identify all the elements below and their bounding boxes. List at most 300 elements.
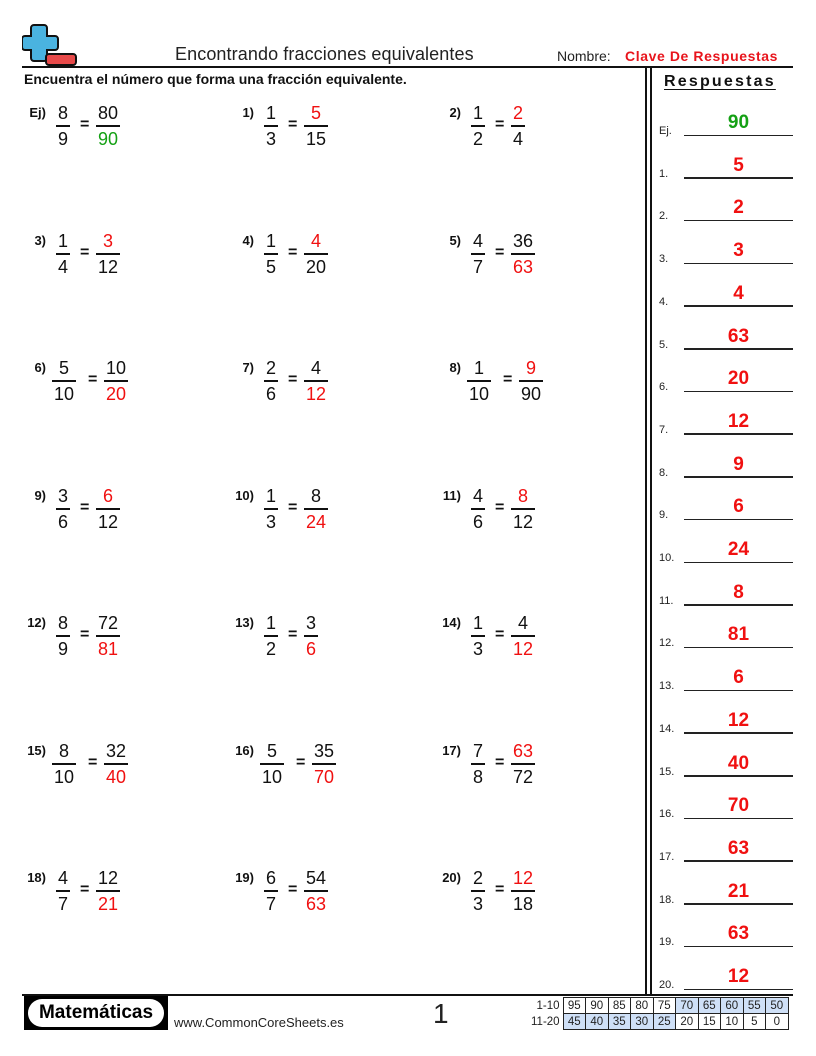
score-cell: 45 bbox=[563, 1014, 586, 1030]
right-fraction bbox=[304, 867, 328, 915]
problem-item bbox=[22, 230, 212, 290]
plus-minus-logo-icon bbox=[22, 23, 78, 69]
equals-sign: = bbox=[288, 881, 298, 898]
score-cell: 15 bbox=[698, 1014, 721, 1030]
problem-item bbox=[230, 485, 420, 545]
score-table bbox=[528, 997, 789, 1030]
fraction-bar bbox=[467, 380, 491, 382]
answer-value: 21 bbox=[727, 880, 750, 902]
left-fraction bbox=[56, 612, 70, 660]
left-fraction bbox=[264, 230, 278, 278]
answer-value: 12 bbox=[727, 709, 750, 731]
answer-denominator: 12 bbox=[512, 638, 534, 659]
answer-label: 4. bbox=[659, 295, 669, 308]
left-fraction bbox=[52, 357, 76, 405]
right-fraction bbox=[104, 357, 128, 405]
answer-numerator: 3 bbox=[102, 231, 113, 251]
answer-label: 7. bbox=[659, 423, 669, 436]
fraction-bar bbox=[264, 508, 278, 510]
fraction-bar bbox=[511, 635, 535, 637]
answer-value: 3 bbox=[733, 240, 744, 262]
right-fraction bbox=[511, 485, 535, 533]
denominator: 72 bbox=[512, 766, 534, 787]
numerator: 7 bbox=[472, 741, 483, 761]
numerator: 54 bbox=[305, 868, 327, 888]
answer-value: 63 bbox=[727, 837, 750, 859]
equals-sign: = bbox=[296, 754, 306, 771]
fraction-bar bbox=[104, 380, 128, 382]
answer-label: 8. bbox=[659, 466, 669, 479]
answer-numerator: 6 bbox=[102, 486, 113, 506]
score-row bbox=[528, 1014, 788, 1030]
numerator: 5 bbox=[266, 741, 277, 761]
score-cell: 90 bbox=[586, 998, 609, 1014]
problem-number: 1) bbox=[242, 105, 254, 120]
numerator: 12 bbox=[97, 868, 119, 888]
denominator: 6 bbox=[57, 511, 68, 532]
score-cell: 5 bbox=[743, 1014, 766, 1030]
problem-number: 17) bbox=[442, 743, 461, 758]
equals-sign: = bbox=[495, 626, 505, 643]
answer-value: 20 bbox=[727, 368, 750, 390]
answer-line bbox=[684, 604, 793, 606]
problem-number: 16) bbox=[235, 743, 254, 758]
answer-denominator: 21 bbox=[97, 893, 119, 914]
instructions: Encuentra el número que forma una fracción equivalente. bbox=[24, 71, 407, 87]
answer-row bbox=[659, 748, 793, 778]
fraction-bar bbox=[511, 253, 535, 255]
problem-number: 3) bbox=[34, 233, 46, 248]
denominator: 15 bbox=[305, 128, 327, 149]
answer-numerator: 63 bbox=[512, 741, 534, 761]
answer-label: 16. bbox=[659, 808, 675, 821]
denominator: 7 bbox=[57, 893, 68, 914]
answer-row bbox=[659, 577, 793, 607]
numerator: 6 bbox=[265, 868, 276, 888]
right-fraction bbox=[96, 485, 120, 533]
score-cell: 30 bbox=[631, 1014, 654, 1030]
right-fraction bbox=[304, 357, 328, 405]
answer-numerator: 9 bbox=[525, 358, 536, 378]
problem-number: 10) bbox=[235, 488, 254, 503]
answer-value: 9 bbox=[733, 453, 744, 475]
answer-line bbox=[684, 860, 793, 862]
equals-sign: = bbox=[288, 371, 298, 388]
denominator: 3 bbox=[472, 893, 483, 914]
fraction-bar bbox=[471, 635, 485, 637]
answer-row bbox=[659, 918, 793, 948]
brand-label: Matemáticas bbox=[28, 999, 164, 1027]
equals-sign: = bbox=[80, 626, 90, 643]
left-fraction bbox=[56, 230, 70, 278]
equals-sign: = bbox=[88, 754, 98, 771]
numerator: 8 bbox=[57, 103, 68, 123]
score-row-label: 1-10 bbox=[536, 999, 560, 1012]
problem-item bbox=[437, 740, 627, 800]
equals-sign: = bbox=[495, 244, 505, 261]
answer-row bbox=[659, 406, 793, 436]
numerator: 8 bbox=[57, 613, 68, 633]
numerator: 1 bbox=[57, 231, 68, 251]
answer-label: 14. bbox=[659, 722, 675, 735]
numerator: 8 bbox=[310, 486, 321, 506]
answer-line bbox=[684, 348, 793, 350]
answer-line bbox=[684, 433, 793, 435]
site-url: www.CommonCoreSheets.es bbox=[174, 1015, 344, 1030]
equals-sign: = bbox=[80, 116, 90, 133]
left-fraction bbox=[471, 485, 485, 533]
fraction-bar bbox=[304, 890, 328, 892]
fraction-bar bbox=[264, 125, 278, 127]
fraction-bar bbox=[312, 763, 336, 765]
answer-label: 13. bbox=[659, 680, 675, 693]
denominator: 9 bbox=[57, 128, 68, 149]
denominator: 10 bbox=[468, 383, 490, 404]
left-fraction bbox=[264, 612, 278, 660]
problem-item bbox=[230, 230, 420, 290]
answer-line bbox=[684, 476, 793, 478]
numerator: 4 bbox=[310, 358, 321, 378]
score-cell: 95 bbox=[563, 998, 586, 1014]
answer-value: 63 bbox=[727, 923, 750, 945]
right-fraction bbox=[511, 230, 535, 278]
numerator: 1 bbox=[473, 358, 484, 378]
equals-sign: = bbox=[80, 881, 90, 898]
answer-row bbox=[659, 278, 793, 308]
right-fraction bbox=[104, 740, 128, 788]
fraction-bar bbox=[264, 253, 278, 255]
left-fraction bbox=[471, 867, 485, 915]
problem-number: 5) bbox=[449, 233, 461, 248]
fraction-bar bbox=[264, 890, 278, 892]
fraction-bar bbox=[511, 125, 525, 127]
equals-sign: = bbox=[288, 116, 298, 133]
answer-row bbox=[659, 107, 793, 137]
answer-row bbox=[659, 790, 793, 820]
answer-value: 4 bbox=[733, 282, 744, 304]
numerator: 1 bbox=[472, 103, 483, 123]
numerator: 8 bbox=[58, 741, 69, 761]
right-fraction bbox=[304, 102, 328, 150]
equals-sign: = bbox=[495, 116, 505, 133]
numerator: 2 bbox=[265, 358, 276, 378]
numerator: 4 bbox=[472, 231, 483, 251]
right-fraction bbox=[519, 357, 543, 405]
equals-sign: = bbox=[495, 499, 505, 516]
right-fraction bbox=[511, 102, 525, 150]
left-fraction bbox=[264, 485, 278, 533]
numerator: 1 bbox=[265, 231, 276, 251]
answer-line bbox=[684, 519, 793, 521]
fraction-bar bbox=[511, 508, 535, 510]
answer-row bbox=[659, 705, 793, 735]
right-fraction bbox=[304, 230, 328, 278]
numerator: 1 bbox=[472, 613, 483, 633]
answer-line bbox=[684, 818, 793, 820]
score-cell: 80 bbox=[631, 998, 654, 1014]
answer-row bbox=[659, 235, 793, 265]
problem-item bbox=[22, 485, 212, 545]
denominator: 4 bbox=[512, 128, 523, 149]
answer-label: 11. bbox=[659, 594, 674, 607]
answer-denominator: 40 bbox=[105, 766, 127, 787]
problem-number: 12) bbox=[27, 615, 46, 630]
left-fraction bbox=[264, 357, 278, 405]
answer-label: 1. bbox=[659, 167, 669, 180]
problem-number: 19) bbox=[235, 870, 254, 885]
problem-item bbox=[437, 612, 627, 672]
left-fraction bbox=[471, 102, 485, 150]
answer-value: 70 bbox=[727, 795, 750, 817]
fraction-bar bbox=[96, 508, 120, 510]
denominator: 12 bbox=[97, 256, 119, 277]
right-fraction bbox=[511, 867, 535, 915]
problem-number: 4) bbox=[242, 233, 254, 248]
fraction-bar bbox=[471, 763, 485, 765]
answer-denominator: 63 bbox=[305, 893, 327, 914]
equals-sign: = bbox=[288, 499, 298, 516]
problem-item bbox=[437, 230, 627, 290]
left-fraction bbox=[56, 485, 70, 533]
denominator: 6 bbox=[472, 511, 483, 532]
denominator: 7 bbox=[472, 256, 483, 277]
answer-line bbox=[684, 775, 793, 777]
left-fraction bbox=[52, 740, 76, 788]
answer-row bbox=[659, 534, 793, 564]
answer-line bbox=[684, 177, 793, 179]
fraction-bar bbox=[52, 380, 76, 382]
answer-label: 6. bbox=[659, 381, 669, 394]
right-fraction bbox=[511, 612, 535, 660]
answer-label: Ej. bbox=[659, 125, 672, 137]
answer-line bbox=[684, 220, 793, 222]
answer-line bbox=[684, 562, 793, 564]
score-cell: 65 bbox=[698, 998, 721, 1014]
denominator: 12 bbox=[97, 511, 119, 532]
problem-number: 2) bbox=[449, 105, 461, 120]
answer-line bbox=[684, 690, 793, 692]
answer-label: 10. bbox=[659, 552, 675, 564]
answer-label: 20. bbox=[659, 979, 675, 991]
answer-label: 15. bbox=[659, 765, 675, 778]
fraction-bar bbox=[304, 253, 328, 255]
answer-value: 24 bbox=[727, 539, 750, 560]
answer-row bbox=[659, 662, 793, 692]
fraction-bar bbox=[471, 890, 485, 892]
fraction-bar bbox=[96, 125, 120, 127]
answer-row bbox=[659, 876, 793, 906]
problem-item bbox=[22, 357, 212, 417]
problem-item bbox=[437, 485, 627, 545]
fraction-bar bbox=[96, 635, 120, 637]
problem-number: 9) bbox=[34, 488, 46, 503]
answer-label: 2. bbox=[659, 210, 669, 223]
left-fraction bbox=[56, 102, 70, 150]
answer-denominator: 90 bbox=[97, 128, 119, 149]
answers-title: Respuestas bbox=[664, 73, 776, 90]
fraction-bar bbox=[304, 125, 328, 127]
problem-item bbox=[230, 102, 420, 162]
score-cell: 0 bbox=[766, 1014, 789, 1030]
fraction-bar bbox=[56, 125, 70, 127]
answer-numerator: 5 bbox=[310, 103, 321, 123]
denominator: 18 bbox=[512, 893, 534, 914]
denominator: 6 bbox=[265, 383, 276, 404]
answer-line bbox=[684, 946, 793, 948]
numerator: 4 bbox=[57, 868, 68, 888]
score-row bbox=[528, 998, 788, 1014]
right-fraction bbox=[96, 102, 120, 150]
answer-denominator: 63 bbox=[512, 256, 534, 277]
equals-sign: = bbox=[80, 244, 90, 261]
numerator: 36 bbox=[512, 231, 534, 251]
denominator: 10 bbox=[261, 766, 283, 787]
fraction-bar bbox=[56, 890, 70, 892]
fraction-bar bbox=[104, 763, 128, 765]
fraction-bar bbox=[471, 253, 485, 255]
answer-value: 12 bbox=[727, 966, 750, 987]
answer-numerator: 4 bbox=[310, 231, 321, 251]
numerator: 32 bbox=[105, 741, 127, 761]
right-fraction bbox=[304, 612, 318, 660]
equals-sign: = bbox=[288, 626, 298, 643]
fraction-bar bbox=[264, 380, 278, 382]
answer-row bbox=[659, 449, 793, 479]
problem-number: 6) bbox=[34, 360, 46, 375]
score-cell: 85 bbox=[608, 998, 631, 1014]
answer-denominator: 81 bbox=[97, 638, 119, 659]
numerator: 4 bbox=[517, 613, 528, 633]
answer-label: 19. bbox=[659, 936, 675, 949]
left-fraction bbox=[471, 230, 485, 278]
fraction-bar bbox=[304, 635, 318, 637]
problem-item bbox=[437, 357, 627, 417]
score-cell: 75 bbox=[653, 998, 676, 1014]
answer-row bbox=[659, 192, 793, 222]
problem-item bbox=[230, 867, 420, 927]
fraction-bar bbox=[96, 253, 120, 255]
equals-sign: = bbox=[495, 881, 505, 898]
answer-numerator: 2 bbox=[512, 103, 523, 123]
problem-item bbox=[22, 740, 212, 800]
answer-label: 12. bbox=[659, 637, 675, 650]
denominator: 2 bbox=[265, 638, 276, 659]
fraction-bar bbox=[56, 253, 70, 255]
fraction-bar bbox=[56, 508, 70, 510]
answer-row bbox=[659, 619, 793, 649]
answer-row bbox=[659, 491, 793, 521]
answer-line bbox=[684, 903, 793, 905]
right-fraction bbox=[511, 740, 535, 788]
right-fraction bbox=[312, 740, 336, 788]
fraction-bar bbox=[56, 635, 70, 637]
problem-number: 11) bbox=[442, 488, 461, 503]
denominator: 12 bbox=[512, 511, 534, 532]
score-cell: 55 bbox=[743, 998, 766, 1014]
fraction-bar bbox=[304, 508, 328, 510]
answer-line bbox=[684, 647, 793, 649]
denominator: 3 bbox=[472, 638, 483, 659]
numerator: 1 bbox=[265, 613, 276, 633]
answer-denominator: 24 bbox=[305, 511, 327, 532]
left-fraction bbox=[264, 102, 278, 150]
score-cell: 70 bbox=[676, 998, 699, 1014]
denominator: 10 bbox=[53, 383, 75, 404]
answer-value: 5 bbox=[733, 154, 744, 176]
numerator: 1 bbox=[265, 103, 276, 123]
answer-value: 81 bbox=[727, 624, 750, 646]
problem-item bbox=[230, 740, 420, 800]
problem-number: Ej) bbox=[29, 105, 46, 120]
denominator: 90 bbox=[520, 383, 542, 404]
answer-value: 40 bbox=[727, 752, 750, 774]
answer-label: 18. bbox=[659, 893, 675, 906]
name-label: Nombre: bbox=[557, 48, 611, 64]
answer-label: 9. bbox=[659, 509, 669, 522]
answer-value: 2 bbox=[733, 197, 744, 219]
answer-line bbox=[684, 263, 793, 265]
problem-item bbox=[437, 867, 627, 927]
fraction-bar bbox=[96, 890, 120, 892]
denominator: 2 bbox=[472, 128, 483, 149]
answer-denominator: 20 bbox=[105, 383, 127, 404]
equals-sign: = bbox=[288, 244, 298, 261]
fraction-bar bbox=[471, 508, 485, 510]
denominator: 8 bbox=[472, 766, 483, 787]
right-fraction bbox=[96, 230, 120, 278]
column-divider bbox=[645, 67, 647, 995]
problem-number: 8) bbox=[449, 360, 461, 375]
answer-denominator: 70 bbox=[313, 766, 335, 787]
denominator: 20 bbox=[305, 256, 327, 277]
worksheet-title: Encontrando fracciones equivalentes bbox=[175, 44, 474, 64]
numerator: 3 bbox=[305, 613, 316, 633]
score-cell: 20 bbox=[676, 1014, 699, 1030]
score-cell: 10 bbox=[721, 1014, 744, 1030]
answer-numerator: 8 bbox=[517, 486, 528, 506]
answer-value: 63 bbox=[727, 325, 750, 347]
denominator: 5 bbox=[265, 256, 276, 277]
left-fraction bbox=[264, 867, 278, 915]
denominator: 9 bbox=[57, 638, 68, 659]
fraction-bar bbox=[511, 890, 535, 892]
answer-label: 17. bbox=[659, 850, 675, 863]
score-cell: 25 bbox=[653, 1014, 676, 1030]
denominator: 4 bbox=[57, 256, 68, 277]
answer-denominator: 6 bbox=[305, 638, 316, 659]
fraction-bar bbox=[264, 635, 278, 637]
denominator: 3 bbox=[265, 128, 276, 149]
answer-row bbox=[659, 150, 793, 180]
fraction-bar bbox=[519, 380, 543, 382]
answer-row bbox=[659, 961, 793, 991]
left-fraction bbox=[56, 867, 70, 915]
numerator: 1 bbox=[265, 486, 276, 506]
numerator: 3 bbox=[57, 486, 68, 506]
problem-item bbox=[22, 612, 212, 672]
answer-value: 12 bbox=[727, 410, 750, 432]
problem-item bbox=[22, 102, 212, 162]
problem-number: 20) bbox=[442, 870, 461, 885]
answer-row bbox=[659, 833, 793, 863]
problem-item bbox=[22, 867, 212, 927]
problem-number: 7) bbox=[242, 360, 254, 375]
answer-line bbox=[684, 135, 793, 137]
answer-row bbox=[659, 321, 793, 351]
column-divider bbox=[650, 67, 652, 995]
answer-label: 3. bbox=[659, 253, 669, 266]
numerator: 2 bbox=[472, 868, 483, 888]
